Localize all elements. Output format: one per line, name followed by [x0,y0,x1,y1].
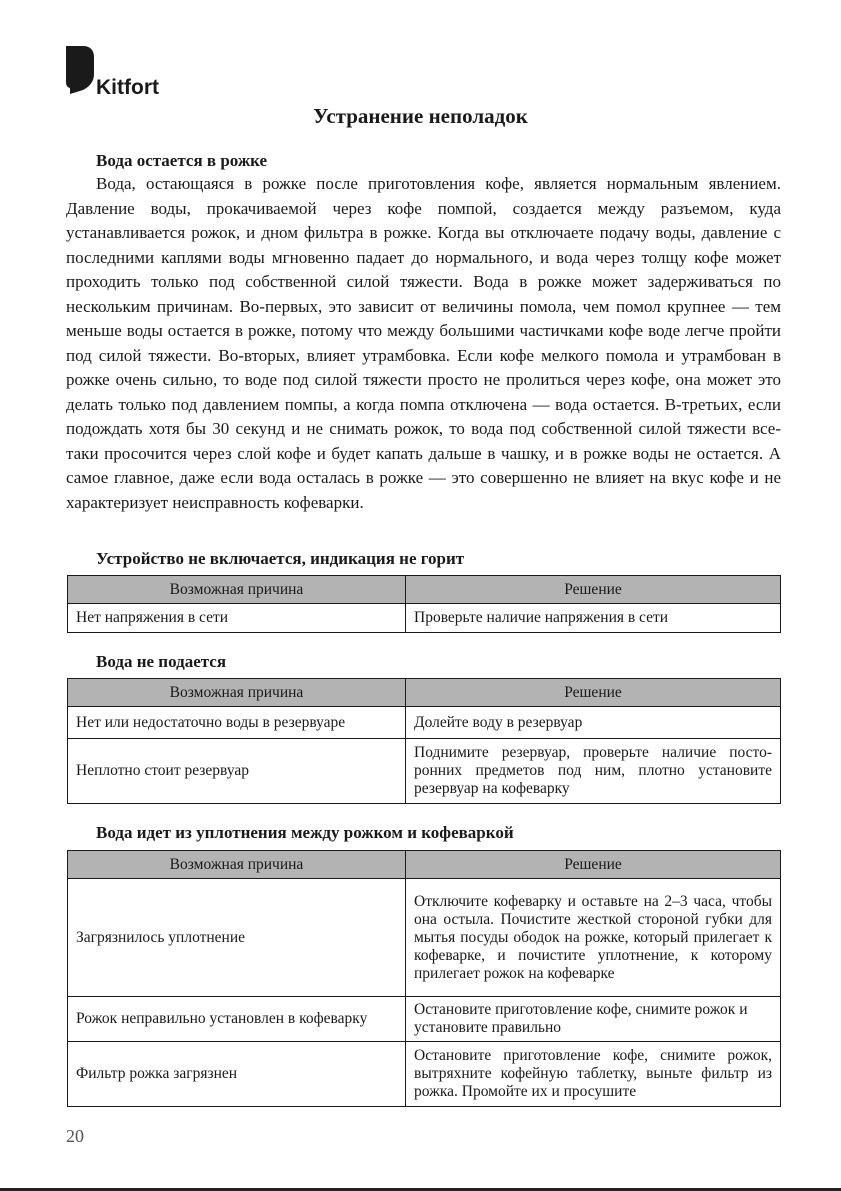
cause-cell: Рожок неправильно установлен в кофеварку [68,997,406,1042]
cause-cell: Фильтр рожка загрязнен [68,1042,406,1107]
solution-cell: Остановите приготовление кофе, снимите рожок и установите правильно [406,997,781,1042]
solution-cell: Отключите кофеварку и оставьте на 2–3 часа, чтобы она остыла. Почистите жесткой стороной губки для мытья посуды ободок на рожке, который прилегает к кофеварке, и почистите уплотнение, к которому прилегает рожок на кофеварке [406,879,781,997]
solution-cell: Поднимите резервуар, проверьте наличие посторонних предметов под ним, плотно установите резервуар на кофеварку [406,739,781,804]
kitfort-logo [66,46,176,102]
table-row [68,1042,781,1107]
column-header-cause: Возможная причина [68,576,406,604]
column-header-solution: Решение [406,679,781,707]
cause-cell: Неплотно стоит резервуар [68,739,406,804]
page-number: 20 [66,1126,84,1146]
table-header-row [68,851,781,879]
solution-cell: Долейте воду в резервуар [406,707,781,739]
table-row [68,739,781,804]
page-title: Устранение неполадок [313,104,528,128]
brand-name: Kitfort [96,76,159,99]
cause-cell: Нет напряжения в сети [68,604,406,633]
cause-cell: Нет или недостаточно воды в резервуаре [68,707,406,739]
section-heading-no-power: Устройство не включается, индикация не горит [96,549,465,568]
cause-cell: Загрязнилось уплотнение [68,879,406,997]
water-in-holder-paragraph: Вода, остающаяся в рожке после приготовления кофе, является нормальным явлением. Давление воды, прокачиваемой через кофе помпой, создается между разъемом, куда устанавливается рожок, и дном фильтра в рожке. Когда вы отключаете подачу воды, давление с последними каплями воды мгновенно падает до нормального, и вода через толщу кофе может проходить только под собственной силой тяжести. Вода в рожке может задерживаться по нескольким причинам. Во-первых, это зависит от величины помола, чем помол крупнее — тем меньше воды остается в рожке, потому что между большими частичками кофе воде легче пройти под силой тяжести. Во-вторых, влияет утрамбовка. Если кофе мелкого помола и утрамбован в рожке очень сильно, то воде под силой тяжести просто не пролиться через кофе, она может это делать только под давлением помпы, а когда помпа отключена — вода остается. В-третьих, если подождать хотя бы 30 секунд и не снимать рожок, то вода под собственной силой тяжести все-таки просочится через слой кофе и будет капать дальше в чашку, и в рожке воды не остается. А самое главное, даже если вода осталась в рожке — это совершенно не влияет на вкус кофе и не характеризует неисправность кофеварки. [66,174,781,512]
table-header-row [68,679,781,707]
no-water-supply-table [67,678,781,804]
kitfort-logo-mark-icon [66,46,94,94]
table-row [68,997,781,1042]
no-power-table [67,575,781,633]
leak-at-seal-table [67,850,781,1107]
section-heading-leak-at-seal: Вода идет из уплотнения между рожком и кофеваркой [96,823,514,842]
column-header-cause: Возможная причина [68,679,406,707]
table-row [68,707,781,739]
section-heading-no-water-supply: Вода не подается [96,652,227,671]
solution-cell: Остановите приготовление кофе, снимите рожок, вытряхните кофейную таблетку, выньте фильтр из рожка. Промойте их и просушите [406,1042,781,1107]
column-header-solution: Решение [406,576,781,604]
table-row [68,879,781,997]
column-header-solution: Решение [406,851,781,879]
solution-cell: Проверьте наличие напряжения в сети [406,604,781,633]
column-header-cause: Возможная причина [68,851,406,879]
table-row [68,604,781,633]
table-header-row [68,576,781,604]
section-heading-water-in-holder: Вода остается в рожке [96,151,268,170]
